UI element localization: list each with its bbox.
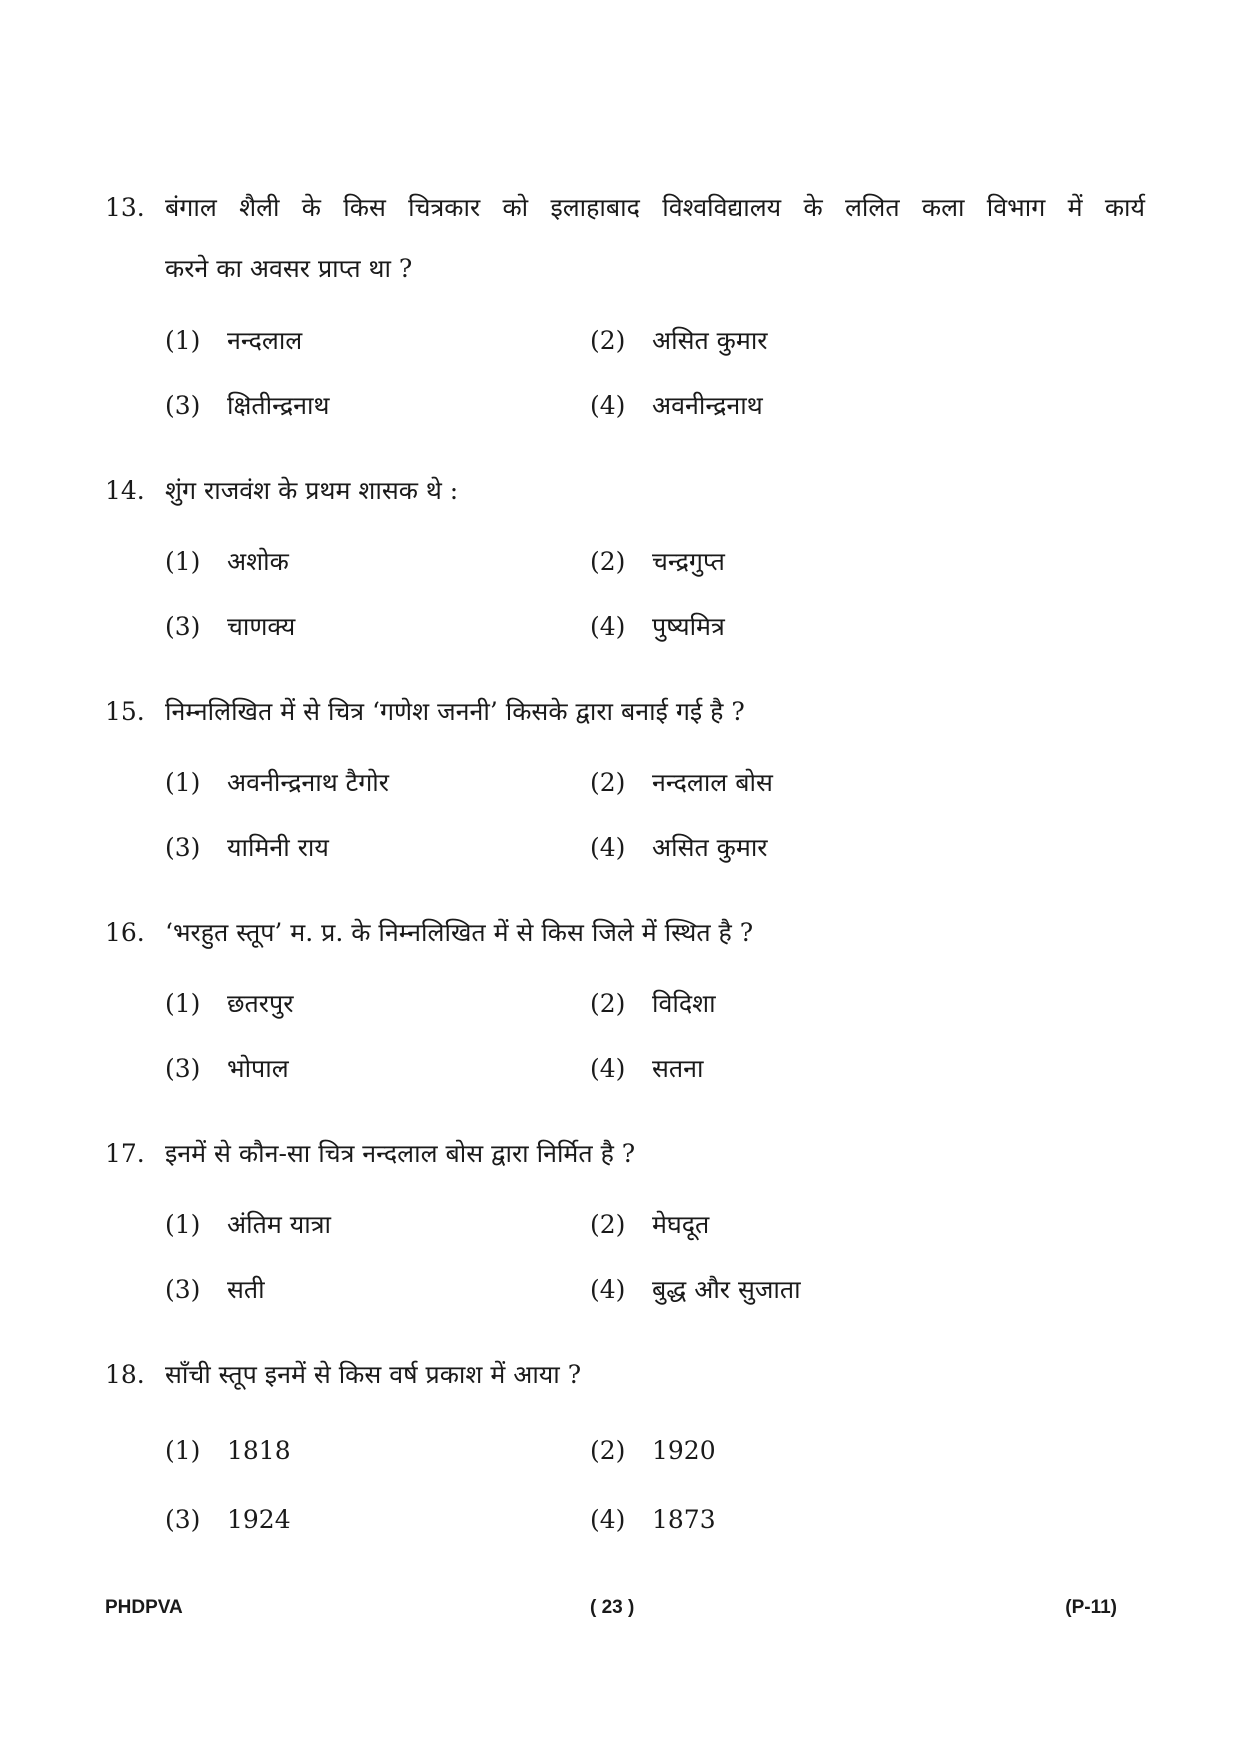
option-4: (4) सतना: [590, 1054, 704, 1083]
option-2: (2) विदिशा: [590, 989, 716, 1018]
option-2: (2) नन्दलाल बोस: [590, 768, 773, 797]
option-3: (3) चाणक्य: [165, 612, 296, 641]
question-text: निम्नलिखित में से चित्र ‘गणेश जननी’ किसके द्वारा बनाई गई है ?: [165, 697, 745, 726]
question-number: 18.: [105, 1360, 145, 1389]
option-3: (3) सती: [165, 1275, 265, 1304]
question-text: साँची स्तूप इनमें से किस वर्ष प्रकाश में आया ?: [165, 1360, 582, 1389]
option-2: (2) असित कुमार: [590, 326, 768, 355]
option-3: (3) यामिनी राय: [165, 833, 329, 862]
question-text-continued: करने का अवसर प्राप्त था ?: [165, 254, 413, 283]
option-4: (4) बुद्ध और सुजाता: [590, 1275, 801, 1304]
option-4: (4) असित कुमार: [590, 833, 768, 862]
option-2: (2) मेघदूत: [590, 1210, 710, 1239]
question-number: 13.: [105, 193, 145, 222]
footer-set-code: (P-11): [1065, 1597, 1117, 1618]
question-text: ‘भरहुत स्तूप’ म. प्र. के निम्नलिखित में से किस जिले में स्थित है ?: [165, 918, 754, 947]
option-3: (3) क्षितीन्द्रनाथ: [165, 391, 330, 420]
question-number: 14.: [105, 476, 145, 505]
option-1: (1) छतरपुर: [165, 989, 294, 1018]
question-number: 15.: [105, 697, 145, 726]
footer-page-number: ( 23 ): [590, 1597, 635, 1618]
option-1: (1) अवनीन्द्रनाथ टैगोर: [165, 768, 389, 797]
question-text: इनमें से कौन-सा चित्र नन्दलाल बोस द्वारा निर्मित है ?: [165, 1139, 636, 1168]
option-1: (1) 1818: [165, 1436, 291, 1465]
option-2: (2) 1920: [590, 1436, 716, 1465]
option-4: (4) पुष्यमित्र: [590, 612, 725, 641]
option-1: (1) अंतिम यात्रा: [165, 1210, 331, 1239]
question-text: शुंग राजवंश के प्रथम शासक थे :: [165, 476, 459, 505]
question-number: 16.: [105, 918, 145, 947]
option-3: (3) भोपाल: [165, 1054, 289, 1083]
option-3: (3) 1924: [165, 1505, 291, 1534]
option-4: (4) 1873: [590, 1505, 716, 1534]
footer-paper-code: PHDPVA: [105, 1597, 183, 1618]
option-1: (1) नन्दलाल: [165, 326, 303, 355]
question-number: 17.: [105, 1139, 145, 1168]
option-1: (1) अशोक: [165, 547, 289, 576]
option-4: (4) अवनीन्द्रनाथ: [590, 391, 763, 420]
option-2: (2) चन्द्रगुप्त: [590, 547, 725, 576]
question-text: बंगाल शैली के किस चित्रकार को इलाहाबाद विश्वविद्यालय के ललित कला विभाग में कार्य: [165, 193, 1145, 222]
